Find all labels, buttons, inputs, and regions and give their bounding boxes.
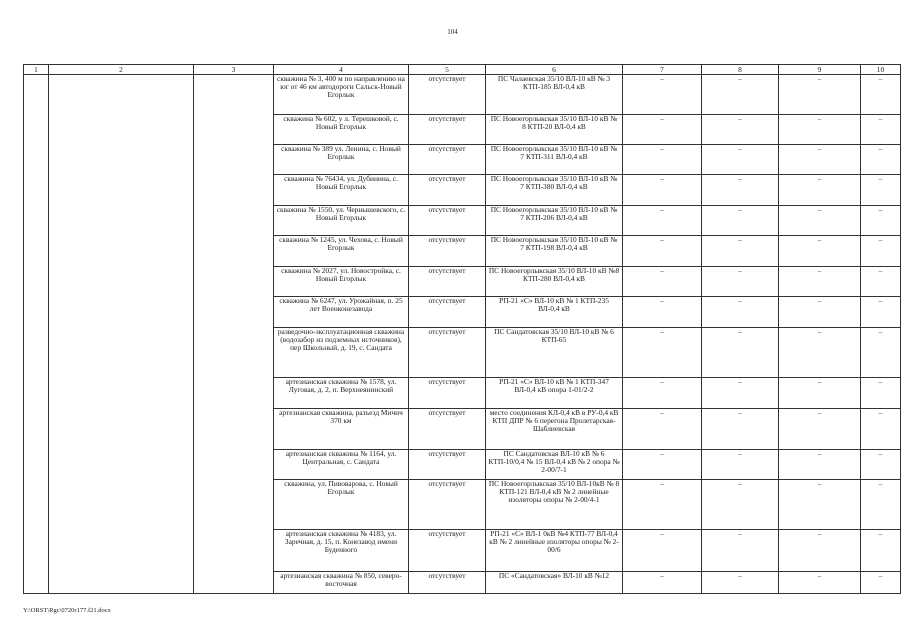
object-cell: артезианская скважина № 1578, ул. Луговая, д. 2, п. Верхнеянинский (274, 378, 409, 409)
dash-cell: – (861, 175, 901, 206)
status-cell: отсутствует (409, 267, 486, 297)
status-cell: отсутствует (409, 328, 486, 378)
dash-cell: – (623, 75, 702, 115)
status-cell: отсутствует (409, 409, 486, 450)
dash-cell: – (861, 297, 901, 328)
dash-cell: – (702, 267, 779, 297)
status-cell: отсутствует (409, 175, 486, 206)
dash-cell: – (702, 297, 779, 328)
header-col-2: 2 (49, 65, 194, 75)
object-cell: артезианская скважина, разъезд Мичич 370 км (274, 409, 409, 450)
empty-cell-col-3 (194, 75, 274, 594)
connection-cell: ПС Новоегорлыкская 35/10 ВЛ-10кВ № 8 КТП-121 ВЛ-0,4 кВ № 2 линейные изоляторы опоры № 2-00/4-1 (486, 480, 623, 530)
dash-cell: – (861, 530, 901, 572)
status-cell: отсутствует (409, 236, 486, 267)
dash-cell: – (779, 328, 861, 378)
dash-cell: – (779, 409, 861, 450)
document-table (23, 64, 901, 594)
status-cell: отсутствует (409, 145, 486, 175)
dash-cell: – (623, 115, 702, 145)
object-cell: скважина № 76434, ул. Дубинина, с. Новый Егорлык (274, 175, 409, 206)
dash-cell: – (623, 450, 702, 480)
dash-cell: – (861, 267, 901, 297)
header-col-4: 4 (274, 65, 409, 75)
dash-cell: – (623, 145, 702, 175)
dash-cell: – (623, 236, 702, 267)
header-col-1: 1 (24, 65, 49, 75)
connection-cell: ПС Новоегорлыкская 35/10 ВЛ-10 кВ № 7 КТП-311 ВЛ-0,4 кВ (486, 145, 623, 175)
dash-cell: – (779, 206, 861, 236)
dash-cell: – (702, 409, 779, 450)
dash-cell: – (861, 450, 901, 480)
dash-cell: – (702, 480, 779, 530)
dash-cell: – (702, 378, 779, 409)
object-cell: разведочно-эксплуатационная скважина (водозабор из подземных источников), пер Школьный, д. 19, с. Сандата (274, 328, 409, 378)
dash-cell: – (623, 530, 702, 572)
dash-cell: – (702, 530, 779, 572)
status-cell: отсутствует (409, 206, 486, 236)
status-cell: отсутствует (409, 572, 486, 594)
connection-cell: ПС Новоегорлыкская 35/10 ВЛ-10 кВ № 7 КТП-380 ВЛ-0,4 кВ (486, 175, 623, 206)
dash-cell: – (779, 267, 861, 297)
header-col-3: 3 (194, 65, 274, 75)
dash-cell: – (623, 267, 702, 297)
object-cell: артезианская скважина № 1164, ул. Центральная, с. Сандата (274, 450, 409, 480)
dash-cell: – (623, 175, 702, 206)
dash-cell: – (861, 145, 901, 175)
dash-cell: – (861, 480, 901, 530)
dash-cell: – (779, 75, 861, 115)
dash-cell: – (702, 236, 779, 267)
table-header-row (24, 65, 901, 75)
dash-cell: – (623, 297, 702, 328)
dash-cell: – (779, 378, 861, 409)
status-cell: отсутствует (409, 115, 486, 145)
object-cell: скважина № 602, у л. Терешковой, с. Новый Егорлык (274, 115, 409, 145)
header-col-9: 9 (779, 65, 861, 75)
connection-cell: ПС Чалаевская 35/10 ВЛ-10 кВ № 3 КТП-185 ВЛ-0,4 кВ (486, 75, 623, 115)
object-cell: артезианская скважина № 4183, ул. Заречная, д. 15, п. Конезавод имени Буденного (274, 530, 409, 572)
object-cell: артезианская скважина № 850, северо-восточная (274, 572, 409, 594)
dash-cell: – (623, 328, 702, 378)
dash-cell: – (779, 115, 861, 145)
dash-cell: – (779, 450, 861, 480)
connection-cell: ПС Новоегорлыкская 35/10 ВЛ-10 кВ № 7 КТП-206 ВЛ-0,4 кВ (486, 206, 623, 236)
dash-cell: – (702, 115, 779, 145)
connection-cell: ПС «Сандатовская» ВЛ-10 кВ №12 (486, 572, 623, 594)
connection-cell: ПС Новоегорлыкская 35/10 ВЛ-10 кВ №8 КТП-280 ВЛ-0,4 кВ (486, 267, 623, 297)
dash-cell: – (779, 236, 861, 267)
dash-cell: – (702, 572, 779, 594)
status-cell: отсутствует (409, 450, 486, 480)
object-cell: скважина № 2027, ул. Новостройка, с. Новый Егорлык (274, 267, 409, 297)
dash-cell: – (779, 480, 861, 530)
object-cell: скважина № 1550, ул. Чернышевского, с. Новый Егорлык (274, 206, 409, 236)
dash-cell: – (702, 145, 779, 175)
connection-cell: РП-21 «С» ВЛ-10 кВ № 1 КТП-235 ВЛ-0,4 кВ (486, 297, 623, 328)
dash-cell: – (779, 530, 861, 572)
dash-cell: – (779, 175, 861, 206)
dash-cell: – (861, 572, 901, 594)
dash-cell: – (623, 206, 702, 236)
header-col-10: 10 (861, 65, 901, 75)
dash-cell: – (702, 75, 779, 115)
dash-cell: – (623, 480, 702, 530)
dash-cell: – (861, 115, 901, 145)
object-cell: скважина, ул. Пивоварова, с. Новый Егорлык (274, 480, 409, 530)
connection-cell: место соединения КЛ-0,4 кВ в РУ-0,4 кВ КТП ДПР № 6 перегона Пролетарская-Шаблиевская (486, 409, 623, 450)
dash-cell: – (702, 450, 779, 480)
connection-cell: ПС Новоегорлыкская 35/10 ВЛ-10 кВ № 8 КТП-20 ВЛ-0,4 кВ (486, 115, 623, 145)
dash-cell: – (861, 236, 901, 267)
dash-cell: – (623, 572, 702, 594)
empty-cell-col-1 (24, 75, 49, 594)
connection-cell: РП-21 «С» ВЛ-10 кВ № 1 КТП-347 ВЛ-0,4 кВ опора 1-01/2-2 (486, 378, 623, 409)
object-cell: скважина № 3, 400 м по направлению на юг от 46 км автодороги Сальск-Новый Егорлык (274, 75, 409, 115)
connection-cell: ПС Сандатовская ВЛ-10 кВ № 6 КТП-10/0,4 № 15 ВЛ-0,4 кВ № 2 опора № 2-00/7-1 (486, 450, 623, 480)
connection-cell: ПС Сандатовская 35/10 ВЛ-10 кВ № 6 КТП-65 (486, 328, 623, 378)
table-row (24, 75, 901, 115)
header-col-7: 7 (623, 65, 702, 75)
dash-cell: – (623, 409, 702, 450)
empty-cell-col-2 (49, 75, 194, 594)
status-cell: отсутствует (409, 75, 486, 115)
dash-cell: – (623, 378, 702, 409)
object-cell: скважина № 1245, ул. Чехова, с. Новый Егорлык (274, 236, 409, 267)
header-col-8: 8 (702, 65, 779, 75)
dash-cell: – (861, 378, 901, 409)
dash-cell: – (779, 145, 861, 175)
dash-cell: – (861, 206, 901, 236)
footer-file-path: Y:\ORST\Rgc\0720r177.f21.docx (23, 607, 111, 614)
status-cell: отсутствует (409, 530, 486, 572)
dash-cell: – (861, 409, 901, 450)
object-cell: скважина № 6247, ул. Урожайная, п. 25 лет Военконезавода (274, 297, 409, 328)
dash-cell: – (779, 572, 861, 594)
page-number: 104 (447, 28, 458, 36)
object-cell: скважина № 389 ул. Ленина, с. Новый Егорлык (274, 145, 409, 175)
header-col-5: 5 (409, 65, 486, 75)
dash-cell: – (779, 297, 861, 328)
connection-cell: РП-21 «С» ВЛ-1 0кВ №4 КТП-77 ВЛ-0,4 кВ № 2 линейные изоляторы опоры № 2-00/6 (486, 530, 623, 572)
connection-cell: ПС Новоегорлыкская 35/10 ВЛ-10 кВ № 7 КТП-198 ВЛ-0,4 кВ (486, 236, 623, 267)
dash-cell: – (861, 75, 901, 115)
dash-cell: – (702, 328, 779, 378)
dash-cell: – (702, 175, 779, 206)
status-cell: отсутствует (409, 297, 486, 328)
dash-cell: – (702, 206, 779, 236)
dash-cell: – (861, 328, 901, 378)
table-body (24, 75, 901, 594)
status-cell: отсутствует (409, 378, 486, 409)
status-cell: отсутствует (409, 480, 486, 530)
header-col-6: 6 (486, 65, 623, 75)
